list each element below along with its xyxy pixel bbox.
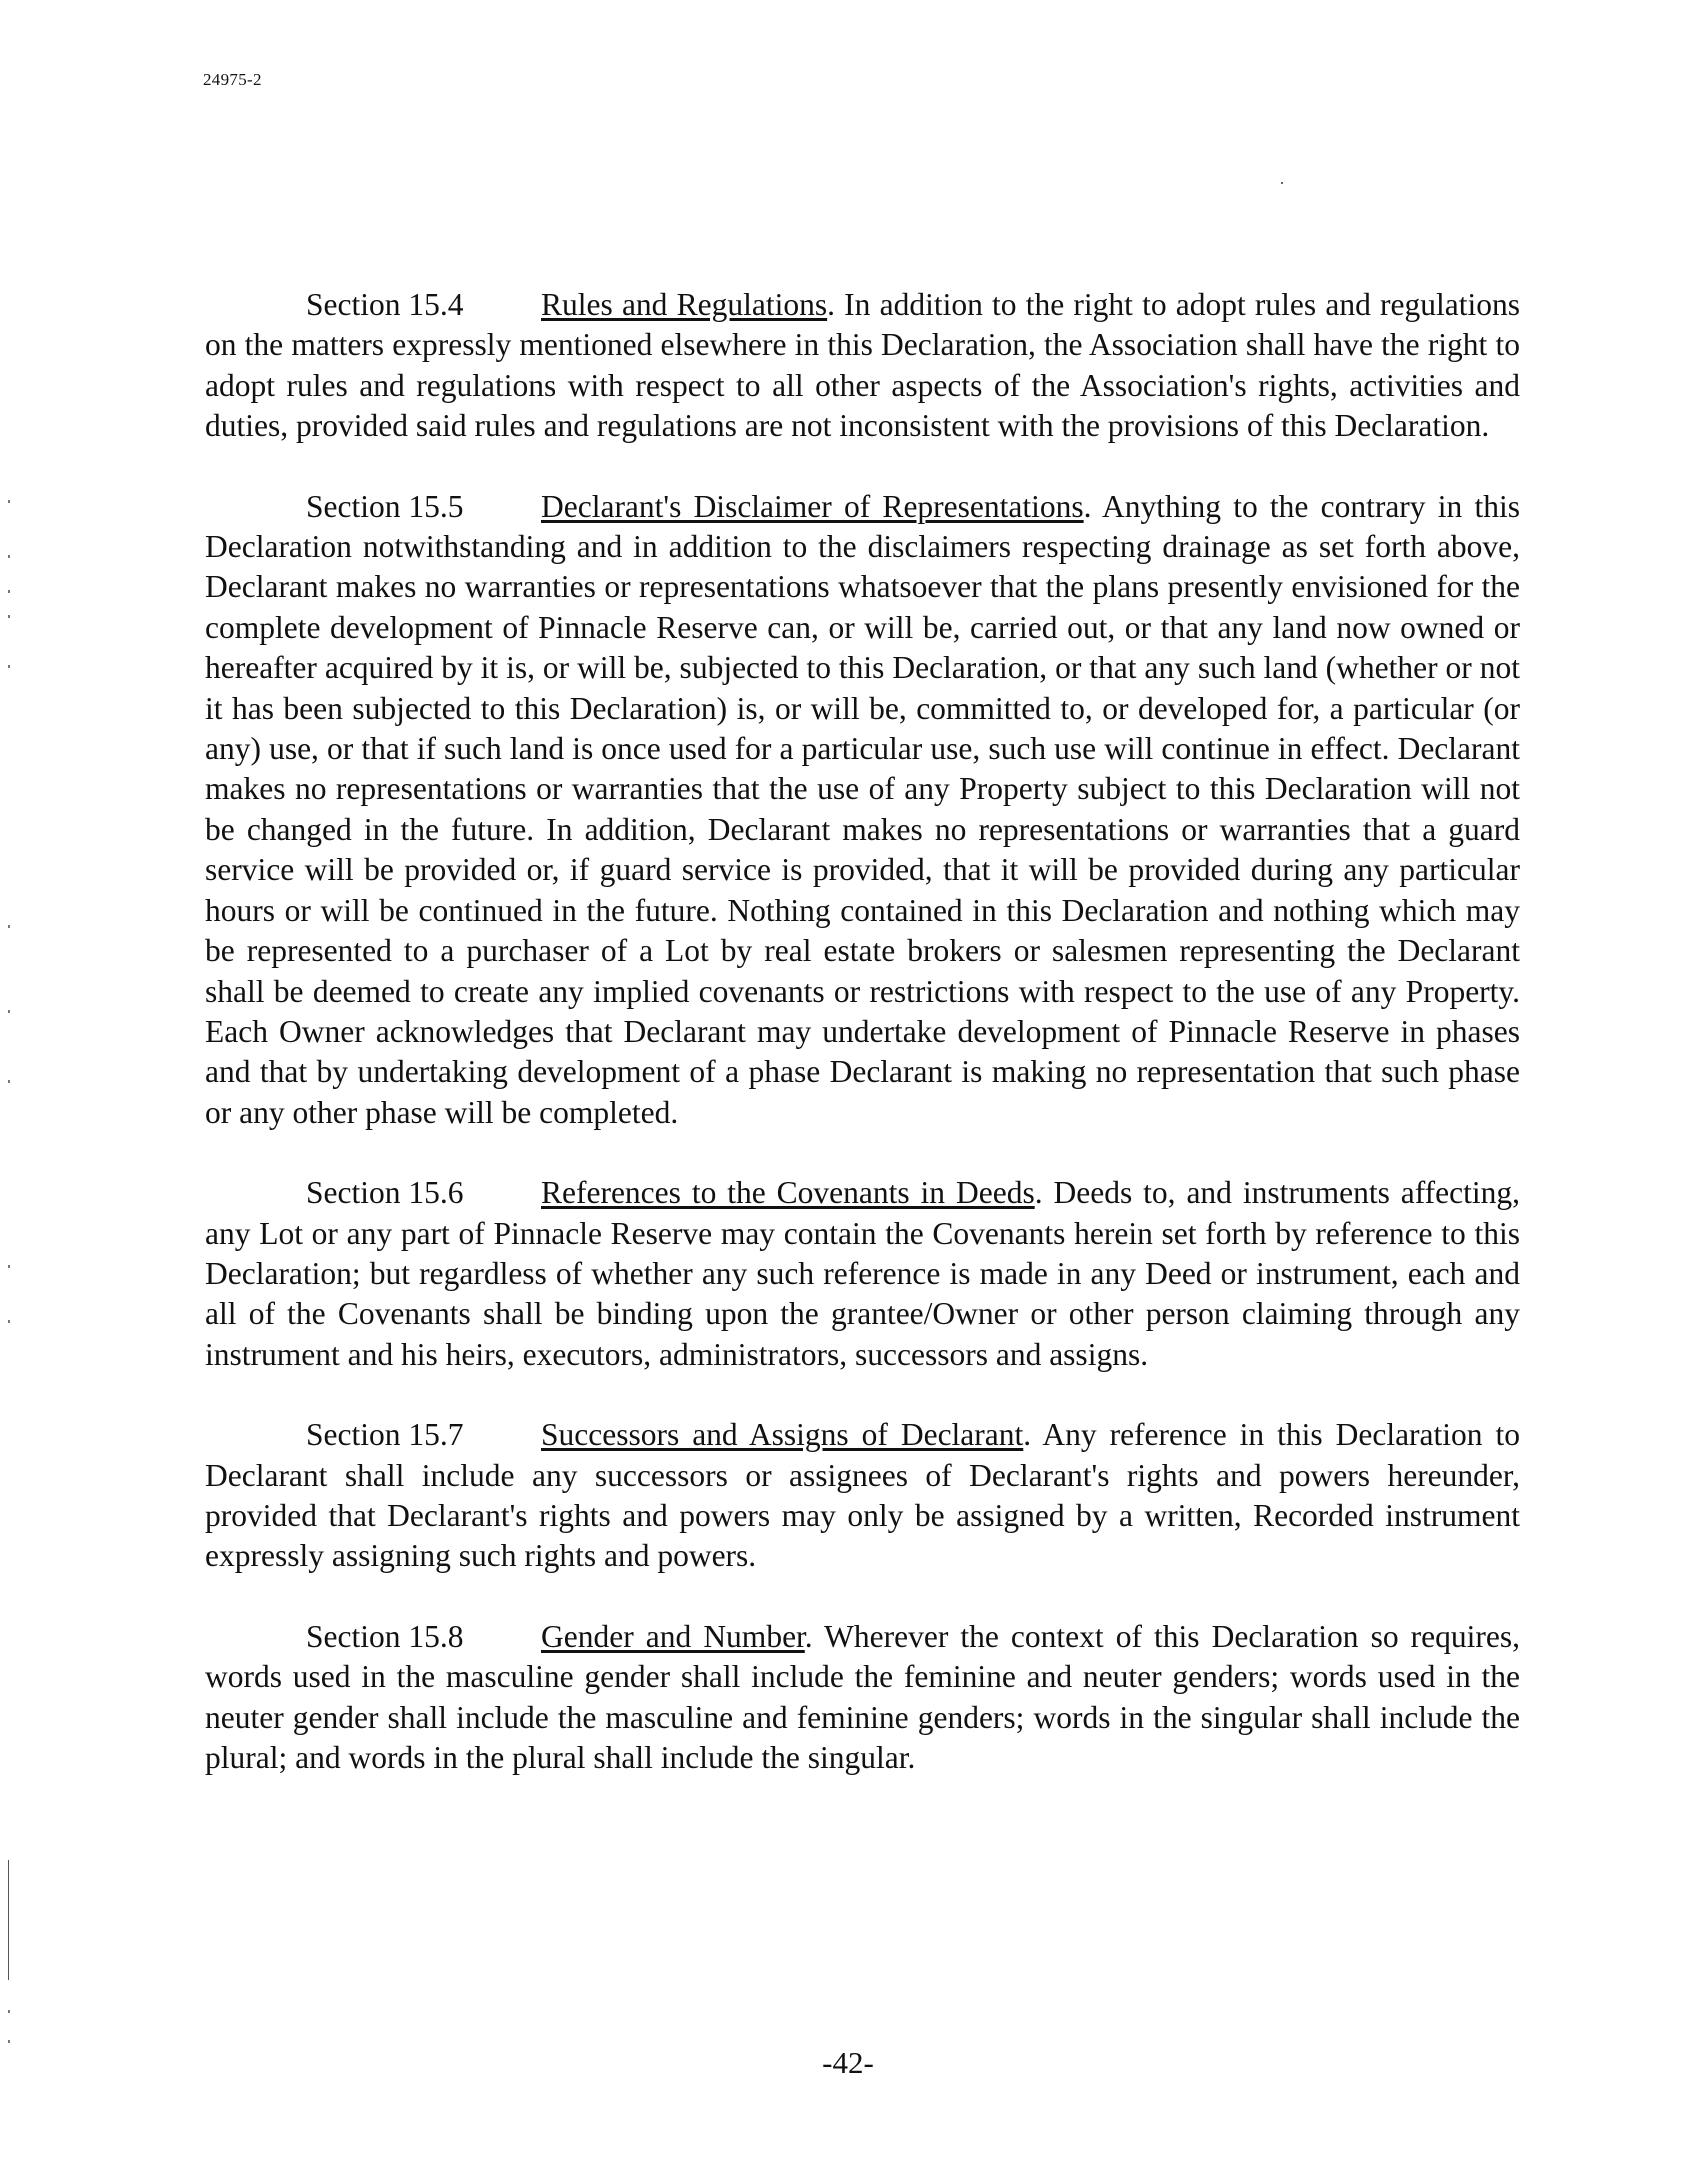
section-number: Section 15.5 — [306, 488, 464, 524]
section-text: . Any reference in this Declaration to Declarant shall include any successors or assignees of Declarant's rights and powers hereunder, provided that Declarant's rights and powers may only be assigned by a written, Recorded instrument expressly assigning such rights and powers. — [205, 1417, 1520, 1574]
section-heading: Gender and Number — [541, 1618, 805, 1654]
scan-speck — [1281, 182, 1283, 184]
section-number: Section 15.8 — [306, 1618, 464, 1654]
scan-mark — [8, 1320, 10, 1323]
scan-mark — [8, 500, 10, 503]
section-text: . In addition to the right to adopt rules and regulations on the matters expressly mentioned elsewhere in this Declaration, the Association shall have the right to adopt rules and regulations with respect to all other aspects of the Association's rights, activities and duties, provided said rules and regulations are not inconsistent with the provisions of this Declaration. — [205, 287, 1520, 444]
section-number: Section 15.7 — [306, 1417, 464, 1453]
section-15-5 — [205, 487, 1520, 1134]
section-heading: Successors and Assigns of Declarant — [541, 1417, 1024, 1453]
scan-mark — [8, 665, 10, 668]
section-15-8 — [205, 1617, 1520, 1779]
section-heading: References to the Covenants in Deeds — [541, 1175, 1035, 1211]
scan-line — [8, 1860, 9, 1980]
section-15-7 — [205, 1415, 1520, 1577]
section-number: Section 15.6 — [306, 1175, 464, 1211]
document-id: 24975-2 — [203, 70, 262, 89]
section-15-4 — [205, 285, 1520, 447]
scan-mark — [8, 590, 10, 593]
document-body — [205, 285, 1520, 1818]
scan-mark — [8, 555, 10, 558]
section-text: . Anything to the contrary in this Declaration notwithstanding and in addition to the disclaimers respecting drainage as set forth above, Declarant makes no warranties or representations whatsoever that the plans presently envisioned for the complete development of Pinnacle Reserve can, or will be, carried out, or that any land now owned or hereafter acquired by it is, or will be, subjected to this Declaration, or that any such land (whether or not it has been subjected to this Declaration) is, or will be, committed to, or developed for, a particular (or any) use, or that if such land is once used for a particular use, such use will continue in effect. Declarant makes no representations or warranties that the use of any Property subject to this Declaration will not be changed in the future. In addition, Declarant makes no representations or warranties that a guard service will be provided or, if guard service is provided, that it will be provided during any particular hours or will be continued in the future. Nothing contained in this Declaration and nothing which may be represented to a purchaser of a Lot by real estate brokers or salesmen representing the Declarant shall be deemed to create any implied covenants or restrictions with respect to the use of any Property. Each Owner acknowledges that Declarant may undertake development of Pinnacle Reserve in phases and that by undertaking development of a phase Declarant is making no representation that such phase or any other phase will be completed. — [205, 488, 1520, 1130]
scan-mark — [8, 925, 10, 928]
section-text: . Deeds to, and instruments affecting, any Lot or any part of Pinnacle Reserve may contain the Covenants herein set forth by reference to this Declaration; but regardless of whether any such reference is made in any Deed or instrument, each and all of the Covenants shall be binding upon the grantee/Owner or other person claiming through any instrument and his heirs, executors, administrators, successors and assigns. — [205, 1175, 1520, 1372]
scan-mark — [8, 615, 10, 618]
section-number: Section 15.4 — [306, 287, 464, 322]
scan-mark — [8, 2040, 10, 2043]
page-number: -42- — [822, 2045, 874, 2080]
section-heading: Rules and Regulations — [541, 287, 828, 322]
section-heading: Declarant's Disclaimer of Representations — [541, 488, 1084, 524]
scan-mark — [8, 1080, 10, 1083]
section-text: . Wherever the context of this Declaration so requires, words used in the masculine gender shall include the feminine and neuter genders; words used in the neuter gender shall include the masculine and feminine genders; words in the singular shall include the plural; and words in the plural shall include the singular. — [205, 1618, 1520, 1775]
scan-mark — [8, 1265, 10, 1268]
section-15-6 — [205, 1173, 1520, 1375]
scan-mark — [8, 2010, 10, 2013]
scan-mark — [8, 1010, 10, 1013]
